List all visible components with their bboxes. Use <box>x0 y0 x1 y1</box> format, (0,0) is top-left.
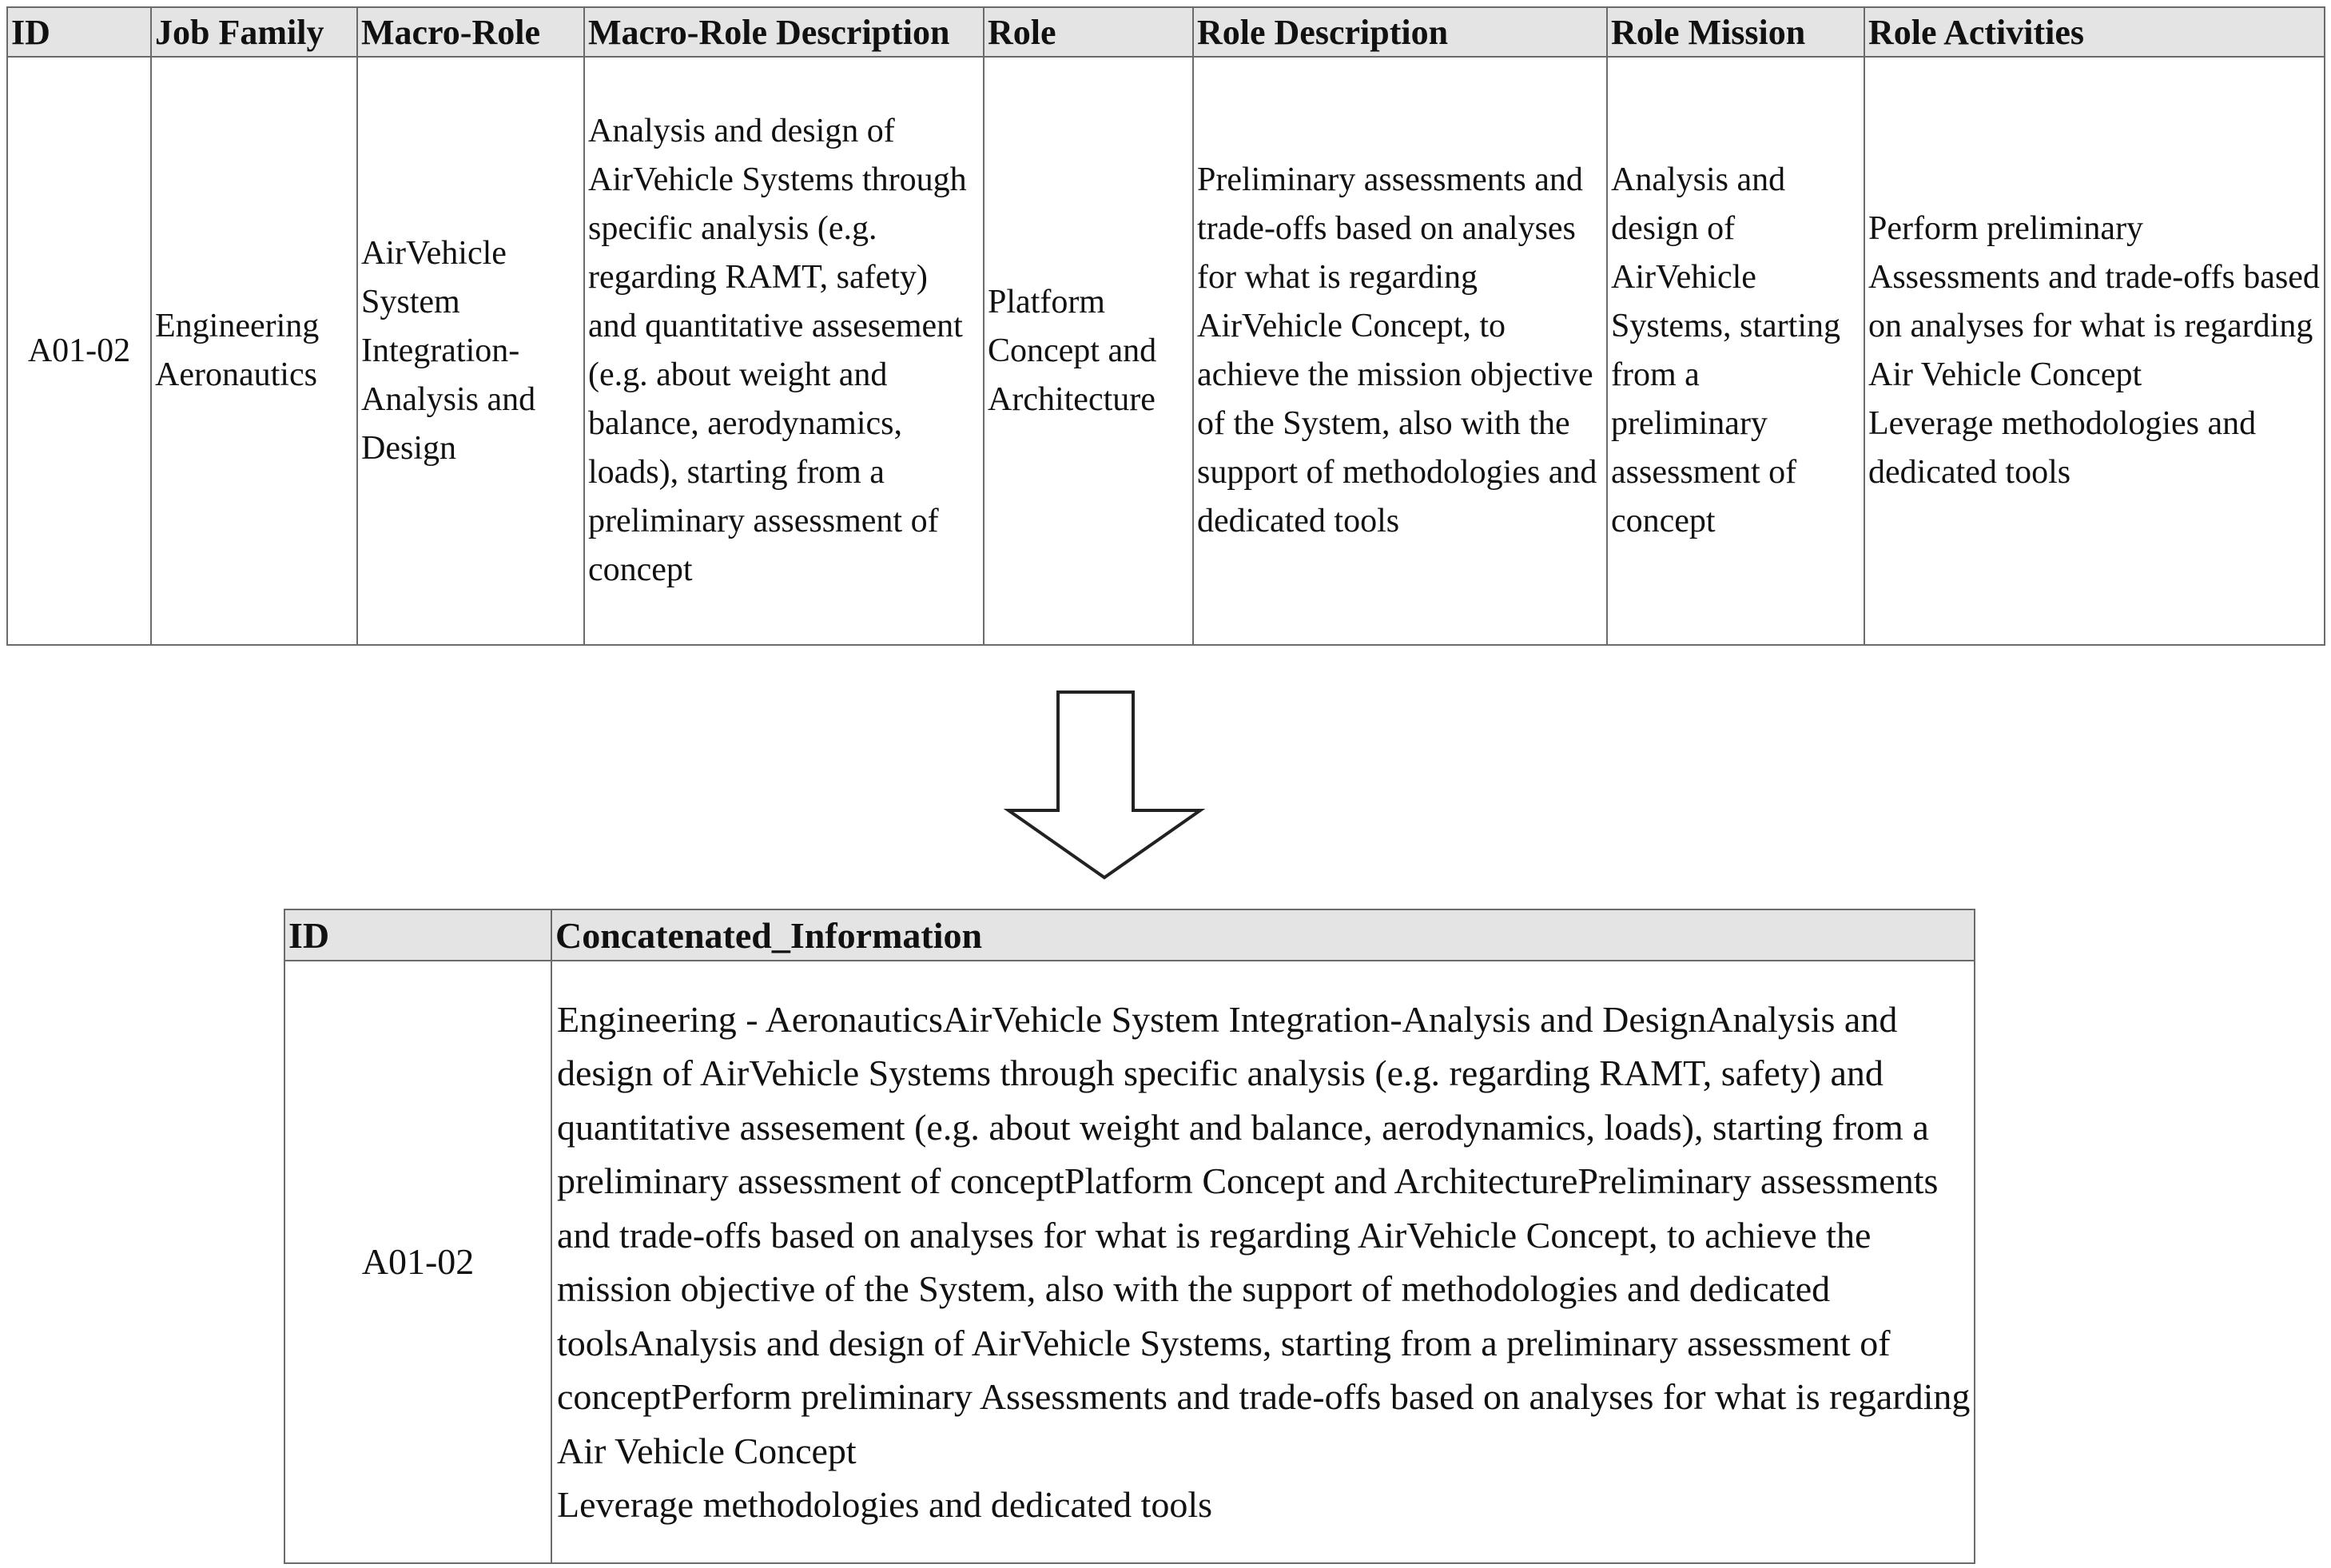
header-macro-role: Macro-Role <box>357 7 584 57</box>
cell-role-mission: Analysis and design of AirVehicle Systems, starting from a preliminary assessment of concept <box>1607 57 1864 645</box>
down-arrow-shape <box>1008 692 1200 878</box>
header-macro-role-description: Macro-Role Description <box>584 7 984 57</box>
cell-job-family: Engineering Aeronautics <box>151 57 357 645</box>
result-header-row <box>284 909 1975 961</box>
result-table <box>284 909 1975 1564</box>
table-row <box>7 57 2325 645</box>
result-cell-id: A01-02 <box>284 961 551 1563</box>
header-role-mission: Role Mission <box>1607 7 1864 57</box>
source-header-row <box>7 7 2325 57</box>
header-result-id: ID <box>284 909 551 961</box>
cell-macro-role: AirVehicle System Integration-Analysis and Design <box>357 57 584 645</box>
cell-role: Platform Concept and Architecture <box>984 57 1193 645</box>
header-id: ID <box>7 7 151 57</box>
down-arrow-icon <box>1004 689 1205 881</box>
table-row <box>284 961 1975 1563</box>
header-job-family: Job Family <box>151 7 357 57</box>
header-role: Role <box>984 7 1193 57</box>
cell-macro-role-description: Analysis and design of AirVehicle Systems through specific analysis (e.g. regarding RAMT, safety) and quantitative assesement (e.g. about weight and balance, aerodynamics, loads), starting from a preliminary assessment of concept <box>584 57 984 645</box>
cell-role-description: Preliminary assessments and trade-offs based on analyses for what is regarding AirVehicle Concept, to achieve the mission objective of the System, also with the support of methodologies and dedicated tools <box>1193 57 1607 645</box>
cell-role-activities: Perform preliminary Assessments and trade-offs based on analyses for what is regarding Air Vehicle Concept Leverage methodologies and dedicated tools <box>1864 57 2325 645</box>
source-table <box>6 6 2325 646</box>
header-concatenated-information: Concatenated_Information <box>551 909 1975 961</box>
result-cell-concatenated-information: Engineering - AeronauticsAirVehicle System Integration-Analysis and DesignAnalysis and design of AirVehicle Systems through specific analysis (e.g. regarding RAMT, safety) and quantitative assesement (e.g. about weight and balance, aerodynamics, loads), starting from a preliminary assessment of conceptPlatform Concept and ArchitecturePreliminary assessments and trade-offs based on analyses for what is regarding AirVehicle Concept, to achieve the mission objective of the System, also with the support of methodologies and dedicated toolsAnalysis and design of AirVehicle Systems, starting from a preliminary assessment of conceptPerform preliminary Assessments and trade-offs based on analyses for what is regarding Air Vehicle Concept Leverage methodologies and dedicated tools <box>551 961 1975 1563</box>
cell-id: A01-02 <box>7 57 151 645</box>
header-role-activities: Role Activities <box>1864 7 2325 57</box>
header-role-description: Role Description <box>1193 7 1607 57</box>
